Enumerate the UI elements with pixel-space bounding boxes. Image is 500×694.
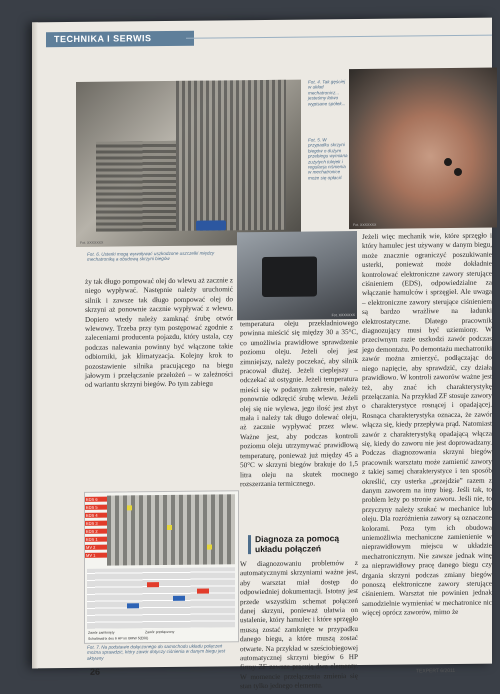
eds-label: MV 1 <box>85 553 107 558</box>
photo-hand-with-tool <box>349 68 497 230</box>
page-spine-shadow <box>32 22 38 668</box>
section-heading: Diagnoza za pomocą układu połączeń <box>248 534 363 554</box>
eds-label: EDS 4 <box>85 513 107 518</box>
valve-body-plate <box>176 80 286 231</box>
photo-workbench-mechatronics <box>76 80 301 247</box>
eds-label: EDS 2 <box>85 529 107 534</box>
magazine-page <box>32 18 492 691</box>
magazine-footer: TEXPERT 6/2011 <box>416 667 456 675</box>
page-number: 26 <box>90 666 101 677</box>
valve-marker <box>127 505 132 510</box>
photo-credit: Fot. XXXXXXX <box>353 222 377 228</box>
legend-switched: Zawór przełączony <box>145 629 175 635</box>
legend-closed: Zawór zamknięty <box>88 630 115 635</box>
caption-fig4: Fot. 4. Tak gęściej w układ mechatronicz... jesteśmy łatwo wypisane spółek... <box>308 79 346 107</box>
caption-fig6: Fot. 6. Usterki mogą wywoływać uszkodzone uszczelki między mechatroniką a obudową skrzyni biegów <box>87 250 215 263</box>
photo-credit: Fot. XXXXXXX <box>331 313 355 318</box>
eds-label: EDS 6 <box>85 497 107 502</box>
matrix-cell-active <box>197 589 209 594</box>
body-column-left: ży tak długo pompować olej do wlewu aż zacznie z niego wypływać. Następnie należy uruchomić silnik i zawsze tak długo pompować olej do skrzyni aż ponownie zacznie wypływać z wlewu. Dopiero wtedy należy zamknąć śrubę otwór wlewowy. Trzeba przy tym postępować zgodnie z zaleceniami producenta pojazdu, który ustala, czy podczas nalewania powinny być włączone takie odbiorniki, jak klimatyzacja. Kolejny krok to pozostawienie silnika pracującego na biegu jałowym i przełączanie przełożeń – w zależności od wariantu skrzyni biegów. Po tym zabiegu <box>85 276 233 390</box>
matrix-title: Schaltmatrix des 6 HP im BMW 5(E60) <box>88 636 149 641</box>
matrix-cell-closed <box>127 603 139 608</box>
eds-label: EDS 1 <box>85 537 107 542</box>
valve-marker <box>167 525 172 530</box>
eds-label: EDS 3 <box>85 521 107 526</box>
matrix-cell-active <box>147 582 159 587</box>
section-header: TECHNIKA I SERWIS <box>46 31 194 48</box>
mechatronic-unit <box>262 256 317 297</box>
matrix-cell-closed <box>173 596 185 601</box>
eds-label: EDS 5 <box>85 505 107 510</box>
bushing <box>444 158 452 166</box>
header-rule <box>186 35 492 39</box>
photo-gearbox-housing <box>237 231 357 320</box>
caption-fig5: Fot. 5. W przypadku skrzyni biegów o dużym przebiegu wymiana zużytych tulejek i regulacja ciśnienia w mechatronice może się opłacić <box>308 137 348 181</box>
photo-credit: Fot. XXXXXXX <box>80 240 104 245</box>
diagram-switching-matrix <box>84 490 239 644</box>
body-column-right: Jeżeli więc mechanik wie, które sprzęgło i który hamulec jest używany w danym biegu, może znacznie ograniczyć poszukiwanie usterki, ponieważ może dokładnie kontrolować elektroniczne zawory sterujące ciśnieniem (EDS), odpowiedzialne za włączanie hamulców i sprzęgieł. Ale uwaga – elektroniczne zawory sterujące ciśnieniem są bardzo wrażliwe na ładunki elektrostatyczne. Dlatego pracownik diagnozujący musi być uziemiony. W przeciwnym razie uszkodzi zawór podczas jego demontażu. Po demontażu mechatroniki zawór można zmierzyć, podłączając do niego napięcie, aby sprawdzić, czy działa prawidłowo. W kontroli zaworów ważne jest też, aby znać ich charakterystykę przełączania. Na przykład ZF stosuje zawory o charakterystyce rosnącej i opadającej. Rosnąca charakterystyka oznacza, że zawór włącza się, kiedy przepływa prąd. Natomiast zawór z charakterystyką opadającą włącza się, kiedy do zaworu nie jest doprowadzany. Podczas diagnozowania skrzyni biegów pracownik warsztatu może zamienić zawory z takiej samej charakterystyce i ten sposób określić, czy usterka „przejdzie” razem z danym zaworem na inny bieg. Jeśli tak, to problem leży po stronie zaworu. Jeśli nie, to przyczyny należy szukać w mechanice lub oleju. Dla rozróżnienia zawory są oznaczone kolorami. Poza tym ich obudowa uniemożliwia mechaniczne zamienienie w nieprawidłowym miejscu w układzie mechatronicznym. Nie zawsze jednak winę za nieprawidłowy pracę danego biegu czy drgania skrzyni podczas zmiany biegów ponoszą elektroniczne zawory sterujące ciśnieniem. Warsztat nie powinien jednak samodzielnie wymieniać w mechatronice nic więcej oprócz zaworów, mimo że <box>362 231 492 618</box>
body-column-middle-2: W diagnozowaniu problemów z automatycznymi skrzyniami ważne jest, aby warsztat miał dostęp do odpowiedniej dokumentacji. Istotny jest przede wszystkim schemat połączeń danej skrzyni, ponieważ ułatwia on ustalenie, który hamulec i które sprzęgło muszą zostać zamknięte w przypadku danego biegu, a które muszą zostać otwarte. Na przykład w sześciobiegowej automatycznej skrzyni biegów 6 HP firmy ZF zawsze pracują dwa elementy. W momencie przełączenia zmienia się stan tylko jednego elementu. <box>240 558 358 691</box>
eds-label: MV 2 <box>85 545 107 550</box>
valve-body-illustration <box>107 494 235 565</box>
screwdriver <box>196 220 226 230</box>
matrix-table <box>87 567 235 629</box>
bushing <box>454 168 462 176</box>
body-column-middle: temperatura oleju przekładniowego powinna mieścić się między 30 a 35°C, co umożliwia prawidłowe sprawdzenie poziomu oleju. Jeżeli olej jest zimniejszy, należy poczekać, aby silnik pracował dłużej. Jeżeli cieplejszy – odczekać aż ostygnie. Jeżeli temperatura mieści się w podanym zakresie, należy ponownie odkręcić śrubę wlewu. Jeżeli olej się nie wylewa, jego ilość jest zbyt mała i należy tak długo dolewać oleju, aż zacznie wypływać przez wlew. Ważne jest, aby podczas kontroli poziomu oleju utrzymywać prawidłową temperaturę, ponieważ już między 45 a 50°C w skrzyni biegów brakuje do 1,5 litra oleju na skutek mocnego rozszerzania termicznego. <box>240 318 358 489</box>
valve-marker <box>207 545 212 550</box>
valve-body-plate-small <box>96 141 176 232</box>
caption-fig7: Fot. 7. Na podstawie dołączonego do samochodu układu połączeń można sprawdzić, który zawór dotyczy ciśnienia w danym biegu jest aktywny <box>87 643 226 661</box>
